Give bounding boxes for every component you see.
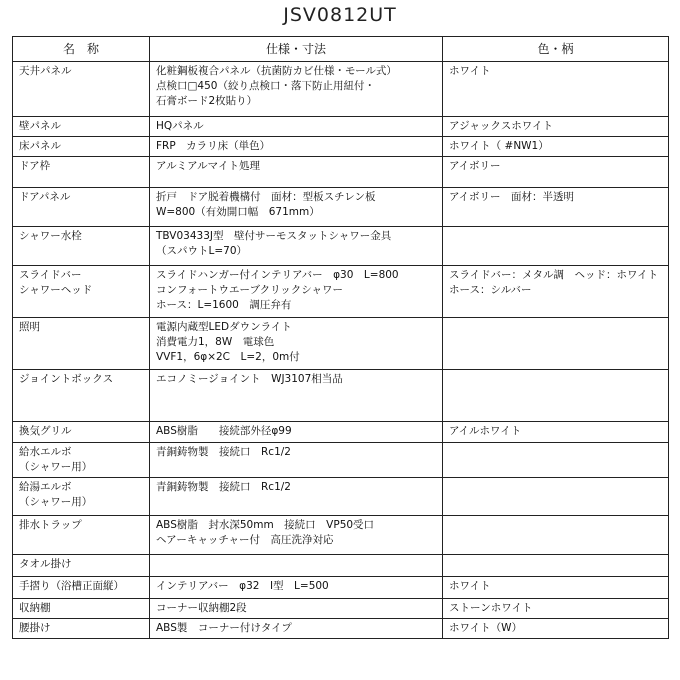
cell-spec — [150, 62, 443, 117]
cell-name-line: 腰掛け — [19, 622, 51, 634]
header-row — [13, 37, 669, 62]
cell-spec — [150, 443, 443, 478]
cell-color-line: ホワイト — [449, 65, 491, 77]
cell-color — [443, 599, 669, 619]
table-row — [13, 478, 669, 516]
cell-name-line: シャワー水栓 — [19, 230, 82, 242]
cell-spec — [150, 478, 443, 516]
table-row — [13, 577, 669, 599]
cell-color — [443, 62, 669, 117]
cell-name-line: 照明 — [19, 321, 40, 333]
cell-color-line: アイボリー — [449, 160, 501, 172]
cell-spec — [150, 516, 443, 555]
cell-name-line: 収納棚 — [19, 602, 51, 614]
spec-table — [12, 36, 669, 639]
table-row — [13, 443, 669, 478]
cell-name-line: 手摺り（浴槽正面縦） — [19, 580, 124, 592]
document-title: JSV0812UT — [283, 4, 397, 26]
cell-color — [443, 577, 669, 599]
cell-spec-line: 点検口□450（絞り点検口・落下防止用紐付・ — [156, 80, 375, 92]
cell-color — [443, 370, 669, 422]
cell-spec — [150, 577, 443, 599]
table-body — [13, 62, 669, 639]
cell-color-line: ストーンホワイト — [449, 602, 533, 614]
cell-spec-line: スライドハンガー付インテリアバー φ30 L=800 — [156, 269, 399, 281]
cell-name — [13, 577, 150, 599]
cell-spec-line: 折戸 ドア脱着機構付 面材：型板スチレン板 — [156, 191, 376, 203]
cell-spec-line: （スパウトL=70） — [156, 245, 248, 257]
cell-color — [443, 157, 669, 188]
cell-spec — [150, 619, 443, 639]
cell-spec-line: ABS樹脂 封水深50mm 接続口 VP50受口 — [156, 519, 375, 531]
cell-color-line: アジャックスホワイト — [449, 120, 553, 132]
cell-name-line: （シャワー用） — [19, 496, 93, 508]
cell-name-line: 天井パネル — [19, 65, 72, 77]
cell-spec-line: ABS製 コーナー付けタイプ — [156, 622, 292, 634]
header-spec: 仕様・寸法 — [150, 37, 443, 62]
cell-name-line: 排水トラップ — [19, 519, 82, 531]
cell-spec — [150, 188, 443, 227]
cell-color — [443, 555, 669, 577]
table-row — [13, 370, 669, 422]
cell-name-line: 給湯エルボ — [19, 481, 72, 493]
cell-name — [13, 516, 150, 555]
cell-color — [443, 318, 669, 370]
table-row — [13, 599, 669, 619]
cell-spec — [150, 117, 443, 137]
cell-color — [443, 117, 669, 137]
cell-color — [443, 188, 669, 227]
cell-name — [13, 370, 150, 422]
table-row — [13, 318, 669, 370]
cell-name — [13, 318, 150, 370]
cell-color — [443, 137, 669, 157]
cell-spec-line: FRP カラリ床（単色） — [156, 140, 271, 152]
table-row — [13, 62, 669, 117]
cell-color-line: スライドバー：メタル調 ヘッド：ホワイト — [449, 269, 659, 281]
cell-spec — [150, 370, 443, 422]
cell-spec — [150, 266, 443, 318]
cell-spec — [150, 422, 443, 443]
cell-name-line: シャワーヘッド — [19, 284, 93, 296]
table-row — [13, 619, 669, 639]
cell-name — [13, 227, 150, 266]
cell-name — [13, 266, 150, 318]
cell-name-line: スライドバー — [19, 269, 82, 281]
cell-spec-line: 青銅鋳物製 接続口 Rc1/2 — [156, 481, 291, 493]
cell-spec-line: アルミアルマイト処理 — [156, 160, 260, 172]
cell-name-line: 換気グリル — [19, 425, 72, 437]
cell-color — [443, 516, 669, 555]
cell-spec-line: エコノミージョイント WJ3107相当品 — [156, 373, 343, 385]
cell-spec-line: 化粧鋼板複合パネル（抗菌防カビ仕様・モール式） — [156, 65, 397, 77]
cell-spec-line: 青銅鋳物製 接続口 Rc1/2 — [156, 446, 291, 458]
cell-name-line: ドアパネル — [19, 191, 71, 203]
cell-spec-line: VVF1，6φ×2C L=2，0m付 — [156, 351, 300, 363]
cell-name — [13, 157, 150, 188]
cell-color — [443, 619, 669, 639]
cell-name — [13, 599, 150, 619]
cell-spec — [150, 318, 443, 370]
table-row — [13, 422, 669, 443]
cell-name-line: 床パネル — [19, 140, 61, 152]
cell-name-line: ジョイントボックス — [19, 373, 114, 385]
cell-color — [443, 443, 669, 478]
cell-name-line: ドア枠 — [19, 160, 51, 172]
cell-color — [443, 422, 669, 443]
cell-color-line: アイルホワイト — [449, 425, 522, 437]
cell-color-line: アイボリー 面材：半透明 — [449, 191, 575, 203]
cell-spec-line: コーナー収納棚2段 — [156, 602, 247, 614]
cell-name — [13, 478, 150, 516]
cell-spec-line: TBV03433J型 壁付サーモスタットシャワー金具 — [156, 230, 392, 242]
cell-spec — [150, 157, 443, 188]
cell-spec-line: ABS樹脂 接続部外径φ99 — [156, 425, 292, 437]
header-color: 色・柄 — [443, 37, 669, 62]
table-row — [13, 516, 669, 555]
cell-color — [443, 478, 669, 516]
cell-name — [13, 555, 150, 577]
cell-name-line: （シャワー用） — [19, 461, 93, 473]
header-name: 名 称 — [13, 37, 150, 62]
cell-name — [13, 443, 150, 478]
cell-name — [13, 188, 150, 227]
cell-spec — [150, 555, 443, 577]
cell-color — [443, 227, 669, 266]
cell-spec — [150, 137, 443, 157]
cell-spec-line: ヘアーキャッチャー付 高圧洗浄対応 — [156, 534, 334, 546]
table-row — [13, 157, 669, 188]
cell-spec-line: HQパネル — [156, 120, 204, 132]
cell-spec-line: 消費電力1，8W 電球色 — [156, 336, 275, 348]
cell-color — [443, 266, 669, 318]
cell-spec-line: 電源内蔵型LEDダウンライト — [156, 321, 292, 333]
table-row — [13, 266, 669, 318]
cell-color-line: ホワイト — [449, 580, 491, 592]
cell-name — [13, 422, 150, 443]
table-row — [13, 117, 669, 137]
cell-name — [13, 117, 150, 137]
cell-spec-line: ホース：L=1600 調圧弁有 — [156, 299, 292, 311]
cell-color-line: ホワイト（ #NW1） — [449, 140, 549, 152]
cell-color-line: ホース：シルバー — [449, 284, 532, 296]
cell-name-line: タオル掛け — [19, 558, 72, 570]
table-row — [13, 555, 669, 577]
cell-color-line: ホワイト（W） — [449, 622, 523, 634]
cell-name — [13, 619, 150, 639]
cell-name-line: 壁パネル — [19, 120, 61, 132]
cell-name-line: 給水エルボ — [19, 446, 72, 458]
cell-spec-line: W=800（有効開口幅 671mm） — [156, 206, 320, 218]
cell-spec-line: コンフォートウエーブクリックシャワー — [156, 284, 344, 296]
table-row — [13, 227, 669, 266]
cell-spec-line: 石膏ボード2枚貼り） — [156, 95, 258, 107]
cell-spec — [150, 599, 443, 619]
table-row — [13, 188, 669, 227]
cell-name — [13, 137, 150, 157]
cell-spec — [150, 227, 443, 266]
cell-spec-line: インテリアバー φ32 I型 L=500 — [156, 580, 329, 592]
cell-name — [13, 62, 150, 117]
table-row — [13, 137, 669, 157]
